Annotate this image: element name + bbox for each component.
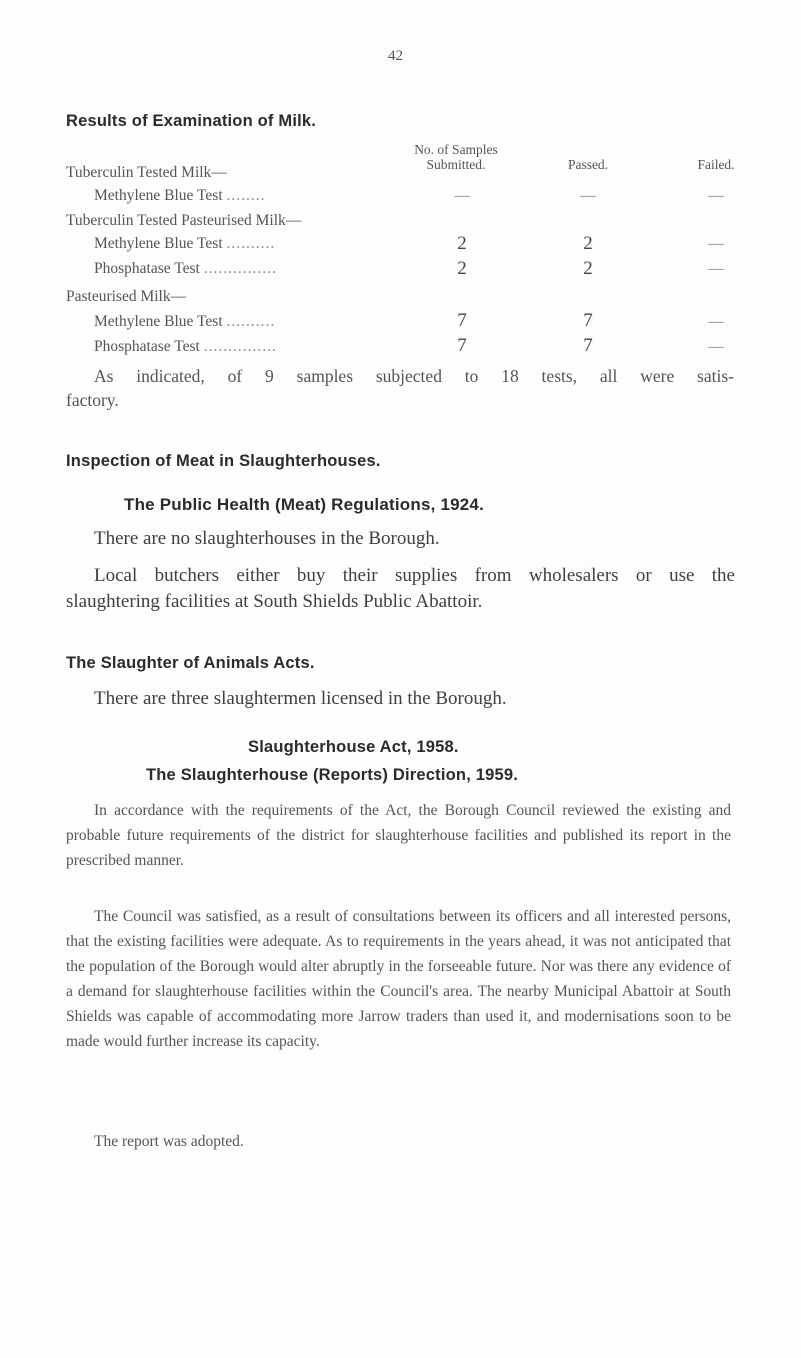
meat-para2: Local butchers either buy their supplies from wholesalers or use the (94, 565, 735, 586)
cell-failed: — (708, 261, 724, 277)
meat-para1: There are no slaughterhouses in the Borough. (94, 528, 440, 549)
act-para3: The report was adopted. (94, 1133, 244, 1150)
milk-summary: As indicated, of 9 samples subjected to 18 tests, all were satis- (94, 366, 734, 386)
page-number: 42 (388, 48, 403, 64)
cell-failed: — (708, 236, 724, 252)
group-label: Tuberculin Tested Milk— (66, 164, 227, 181)
col-header-submitted-line2: Submitted. (426, 157, 486, 172)
cell-failed: — (708, 188, 724, 204)
act-para2: The Council was satisfied, as a result of consultations between its officers and all interested persons, that the existing facilities were adequate. As to requirements in the years ahead, it was not anticipated that the population of the Borough would alter abruptly in the forseeable future. Nor was there any evidence of a demand for slaughterhouse facilities within the Council's area. The nearby Municipal Abattoir at South Shields was capable of accommodating more Jarrow traders than used it, and modernisations soon to be made would further increase its capacity. (66, 908, 731, 1050)
cell-passed: 2 (583, 258, 593, 279)
col-header-passed: Passed. (567, 157, 609, 172)
row-label: Phosphatase Test ............... (94, 260, 277, 277)
row-label: Methylene Blue Test ........ (94, 187, 266, 204)
meat-subheading: The Public Health (Meat) Regulations, 1924. (124, 495, 485, 514)
group-label: Pasteurised Milk— (66, 288, 187, 305)
cell-passed: 7 (583, 335, 593, 356)
cell-submitted: 7 (457, 335, 467, 356)
act-heading: Slaughterhouse Act, 1958. (248, 738, 459, 756)
col-header-submitted-line1: No. of Samples (414, 142, 498, 157)
cell-submitted: 7 (457, 310, 467, 331)
cell-passed: — (580, 188, 596, 204)
cell-submitted: 2 (457, 258, 467, 279)
milk-summary-cont: factory. (66, 390, 119, 410)
animals-heading: The Slaughter of Animals Acts. (66, 654, 315, 672)
act-subheading: The Slaughterhouse (Reports) Direction, 1959. (146, 766, 519, 784)
cell-passed: 7 (583, 310, 593, 331)
cell-submitted: 2 (457, 233, 467, 254)
meat-para2-cont: slaughtering facilities at South Shields Public Abattoir. (66, 591, 483, 612)
act-para1: In accordance with the requirements of the Act, the Borough Council reviewed the existing and probable future requirements of the district for slaughterhouse facilities and published its report in the prescribed manner. (66, 802, 731, 869)
col-header-submitted (396, 142, 516, 172)
row-label: Methylene Blue Test .......... (94, 235, 276, 252)
group-label: Tuberculin Tested Pasteurised Milk— (66, 212, 302, 229)
meat-heading: Inspection of Meat in Slaughterhouses. (66, 452, 381, 470)
milk-heading: Results of Examination of Milk. (66, 112, 317, 130)
animals-para: There are three slaughtermen licensed in the Borough. (94, 688, 507, 709)
col-header-failed: Failed. (697, 157, 735, 172)
cell-submitted: — (454, 188, 470, 204)
row-label: Methylene Blue Test .......... (94, 313, 276, 330)
cell-passed: 2 (583, 233, 593, 254)
cell-failed: — (708, 339, 724, 355)
row-label: Phosphatase Test ............... (94, 338, 277, 355)
cell-failed: — (708, 314, 724, 330)
